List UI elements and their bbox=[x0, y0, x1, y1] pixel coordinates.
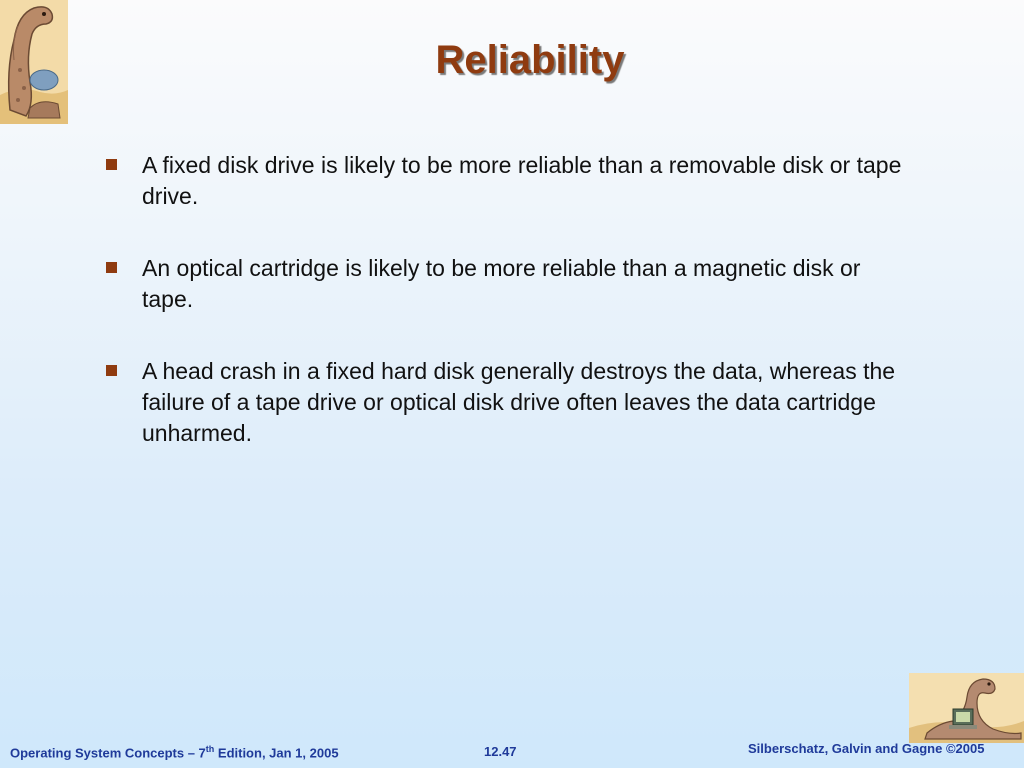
bullet-item bbox=[104, 253, 904, 315]
bullet-list bbox=[104, 150, 904, 490]
square-bullet-icon bbox=[106, 365, 117, 376]
bullet-item bbox=[104, 356, 904, 449]
footer-copyright: Silberschatz, Galvin and Gagne ©2005 bbox=[748, 741, 985, 756]
bullet-item bbox=[104, 150, 904, 212]
footer-book-title: Operating System Concepts – 7th Edition, Jan 1, 2005 bbox=[10, 744, 339, 761]
footer-page-number: 12.47 bbox=[484, 744, 517, 759]
bullet-text: An optical cartridge is likely to be more reliable than a magnetic disk or tape. bbox=[142, 255, 861, 312]
bullet-text: A head crash in a fixed hard disk generally destroys the data, whereas the failure of a tape drive or optical disk drive often leaves the data cartridge unharmed. bbox=[142, 358, 896, 446]
slide-title: Reliability bbox=[435, 38, 625, 82]
square-bullet-icon bbox=[106, 159, 117, 170]
square-bullet-icon bbox=[106, 262, 117, 273]
bullet-text: A fixed disk drive is likely to be more reliable than a removable disk or tape drive. bbox=[142, 152, 902, 209]
dinosaur-computer-icon bbox=[909, 673, 1024, 743]
